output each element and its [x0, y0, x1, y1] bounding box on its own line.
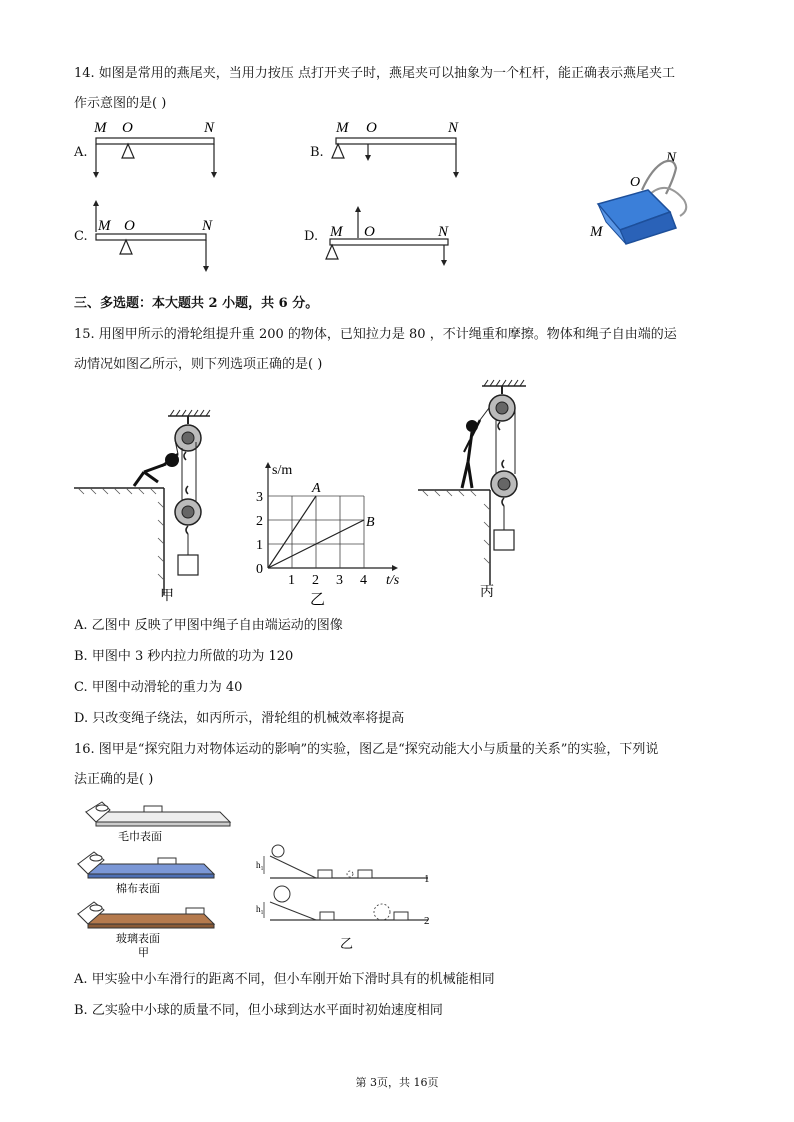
q15-stem-line1: 15. 用图甲所示的滑轮组提升重 200 的物体，已知拉力是 80 ，不计绳重和摩擦。物体和绳子自由端的运: [74, 327, 677, 342]
toy-car-icon: [96, 805, 108, 811]
svg-text:1: 1: [288, 573, 295, 588]
q14-option-a-letter: A.: [74, 145, 88, 160]
q14-option-b-diagram: [322, 118, 472, 188]
q14-option-b-letter: B.: [310, 145, 324, 160]
q16-stem-line1: 16. 图甲是“探究阻力对物体运动的影响”的实验，图乙是“探究动能大小与质量的关系”的实验，下列说: [74, 742, 659, 757]
fig-label-yi: 乙: [310, 592, 326, 608]
svg-text:3: 3: [336, 573, 343, 588]
svg-text:2: 2: [256, 514, 263, 529]
svg-text:1: 1: [424, 873, 430, 885]
svg-text:h₁: h₁: [256, 904, 264, 914]
svg-text:M: M: [330, 224, 343, 240]
svg-text:4: 4: [360, 573, 367, 588]
q14-stem-line2: 作示意图的是( ): [74, 96, 167, 111]
section3-title: 三、多选题：本大题共 2 小题，共 6 分。: [74, 296, 319, 311]
q15-graph-yi: [252, 460, 422, 610]
svg-text:1: 1: [256, 538, 263, 553]
svg-text:0: 0: [256, 562, 263, 577]
svg-text:2: 2: [312, 573, 319, 588]
svg-text:N: N: [438, 224, 449, 240]
q15-option-d: D. 只改变绳子绕法，如丙所示，滑轮组的机械效率将提高: [74, 711, 405, 726]
fig-label-jia: 甲: [160, 589, 174, 604]
svg-text:M: M: [98, 218, 111, 234]
svg-text:M: M: [336, 120, 349, 136]
q14-option-a-diagram: [86, 118, 226, 188]
large-ball-icon: [274, 886, 290, 902]
binder-clip-photo: [586, 148, 706, 248]
q14-option-c-letter: C.: [74, 229, 88, 244]
label-o: O: [122, 120, 133, 136]
q15-figure-bing: [418, 380, 548, 605]
svg-text:B: B: [366, 515, 375, 530]
svg-text:N: N: [666, 150, 677, 166]
arrow-down-icon: [203, 266, 209, 272]
q15-option-b: B. 甲图中 3 秒内拉力所做的功为 120: [74, 649, 294, 664]
label-n: N: [204, 120, 215, 136]
small-ball-icon: [272, 845, 284, 857]
arrow-up-icon: [355, 206, 361, 212]
svg-text:h₁: h₁: [256, 860, 264, 870]
q16-option-b: B. 乙实验中小球的质量不同，但小球到达水平面时初始速度相同: [74, 1003, 443, 1018]
block-icon: [320, 912, 334, 920]
q15-option-c: C. 甲图中动滑轮的重力为 40: [74, 680, 243, 695]
arrow-down-icon: [365, 155, 371, 161]
svg-text:O: O: [124, 218, 135, 234]
q14-option-c-diagram: [86, 198, 226, 278]
svg-text:A: A: [312, 481, 321, 496]
svg-text:O: O: [630, 175, 641, 190]
label-m: M: [94, 120, 107, 136]
arrow-up-icon: [93, 200, 99, 206]
fulcrum-icon: [120, 240, 132, 254]
toy-car-icon: [90, 905, 102, 911]
svg-text:M: M: [590, 224, 603, 240]
q15-stem-line2: 动情况如图乙所示，则下列选项正确的是( ): [74, 357, 323, 372]
svg-text:2: 2: [424, 915, 430, 927]
q16-figure-yi: [256, 842, 446, 957]
fulcrum-icon: [122, 144, 134, 158]
surface-label-glass: 玻璃表面: [116, 933, 160, 945]
page-footer: 第 3页，共 16页: [355, 1076, 439, 1089]
q14-option-d-letter: D.: [304, 229, 319, 244]
fulcrum-icon: [332, 144, 344, 158]
fig-label-bing: 丙: [480, 585, 494, 600]
svg-text:O: O: [366, 120, 377, 136]
q15-figure-jia: [74, 410, 234, 610]
q15-option-a: A. 乙图中 反映了甲图中绳子自由端运动的图像: [74, 618, 343, 633]
q14-option-d-diagram: [318, 202, 468, 278]
svg-text:3: 3: [256, 490, 263, 505]
arrow-down-icon: [441, 260, 447, 266]
surface-label-cotton: 棉布表面: [116, 883, 160, 895]
fig-label-yi-16: 乙: [340, 936, 354, 951]
q16-option-a: A. 甲实验中小车滑行的距离不同，但小车刚开始下滑时具有的机械能相同: [74, 972, 495, 987]
svg-text:s/m: s/m: [272, 463, 293, 478]
svg-text:t/s: t/s: [386, 573, 400, 588]
q16-figure-jia: [76, 800, 246, 960]
weight-block: [178, 555, 198, 575]
arrow-down-icon: [211, 172, 217, 178]
arrow-down-icon: [453, 172, 459, 178]
svg-text:N: N: [448, 120, 459, 136]
block-icon: [318, 870, 332, 878]
fulcrum-icon: [326, 245, 338, 259]
fig-label-jia-16: 甲: [138, 947, 149, 959]
q16-stem-line2: 法正确的是( ): [74, 772, 154, 787]
arrow-down-icon: [93, 172, 99, 178]
surface-label-towel: 毛巾表面: [118, 831, 162, 843]
q14-stem-line1: 14. 如图是常用的燕尾夹，当用力按压 点打开夹子时，燕尾夹可以抽象为一个杠杆，能正确表示燕尾夹工: [74, 66, 675, 81]
svg-text:N: N: [202, 218, 213, 234]
svg-text:O: O: [364, 224, 375, 240]
toy-car-icon: [90, 855, 102, 861]
weight-block: [494, 530, 514, 550]
